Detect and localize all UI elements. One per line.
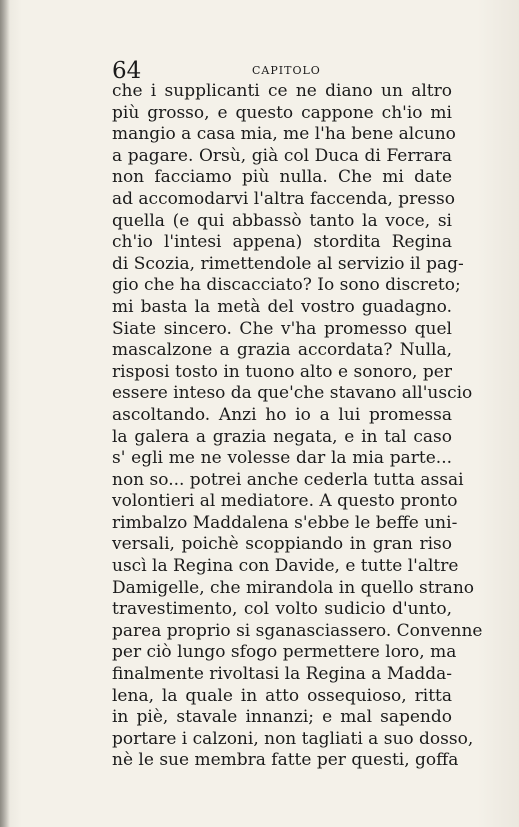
text-line: versali, poichè scoppiando in gran riso: [112, 534, 452, 555]
body-text: [112, 81, 483, 772]
text-line: più grosso, e questo cappone ch'io mi: [112, 102, 452, 123]
page-number: 64: [112, 58, 142, 84]
text-line: mi basta la metà del vostro guadagno.: [112, 296, 452, 317]
text-line: lena, la quale in atto ossequioso, ritta: [112, 685, 452, 706]
text-line: non so... potrei anche cederla tutta assai: [112, 469, 464, 490]
text-line: essere inteso da que'che stavano all'uscio: [112, 383, 473, 404]
text-line: nè le sue membra fatte per questi, goffa: [112, 750, 459, 771]
text-line: uscì la Regina con Davide, e tutte l'altre: [112, 556, 459, 577]
text-line: che i supplicanti ce ne diano un altro: [112, 81, 452, 101]
running-head: CAPITOLO: [252, 64, 321, 77]
text-line: Damigelle, che mirandola in quello strano: [112, 577, 474, 598]
text-line: per ciò lungo sfogo permettere loro, ma: [112, 642, 457, 663]
text-line: non facciamo più nulla. Che mi date: [112, 167, 452, 188]
text-line: volontieri al mediatore. A questo pronto: [112, 491, 458, 512]
text-line: portare i calzoni, non tagliati a suo dosso,: [112, 728, 474, 749]
text-line: ch'io l'intesi appena) stordita Regina: [112, 232, 452, 253]
text-line: gio che ha discacciato? Io sono discreto;: [112, 275, 461, 296]
text-line: di Scozia, rimettendole al servizio il pag-: [112, 253, 464, 274]
text-line: s' egli me ne volesse dar la mia parte...: [112, 448, 452, 469]
text-line: mangio a casa mia, me l'ha bene alcuno: [112, 124, 456, 145]
text-line: travestimento, col volto sudicio d'unto,: [112, 599, 452, 620]
text-line: la galera a grazia negata, e in tal caso: [112, 426, 452, 447]
text-line: mascalzone a grazia accordata? Nulla,: [112, 340, 452, 361]
text-line: parea proprio si sganasciassero. Convenne: [112, 620, 483, 641]
spine-shadow: [0, 0, 10, 827]
text-line: Siate sincero. Che v'ha promesso quel: [112, 318, 452, 339]
text-line: rimbalzo Maddalena s'ebbe le beffe uni-: [112, 512, 458, 533]
text-line: ad accomodarvi l'altra faccenda, presso: [112, 188, 456, 209]
text-line: finalmente rivoltasi la Regina a Madda-: [112, 664, 453, 685]
text-line: a pagare. Orsù, già col Duca di Ferrara: [112, 145, 452, 166]
text-line: quella (e qui abbassò tanto la voce, si: [112, 210, 452, 231]
text-line: risposi tosto in tuono alto e sonoro, per: [112, 361, 452, 382]
text-line: in piè, stavale innanzi; e mal sapendo: [112, 707, 452, 728]
text-line: ascoltando. Anzi ho io a lui promessa: [112, 404, 452, 425]
